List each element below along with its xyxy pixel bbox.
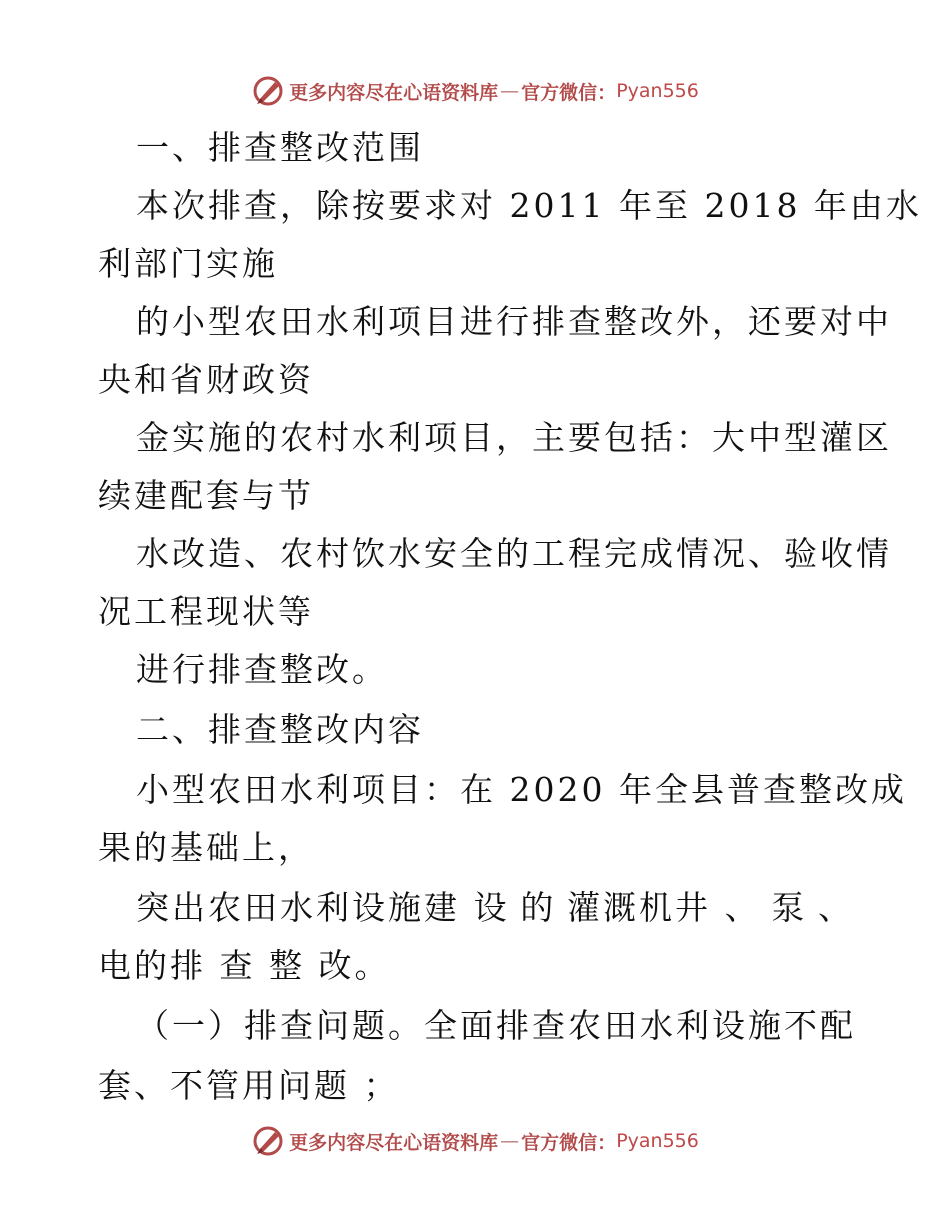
paragraph-line: 果的基础上， [98, 828, 314, 867]
paragraph-line: 本次排查，除按要求对 2011 年至 2018 年由水 [136, 186, 922, 225]
watermark-id: Pyan556 [616, 1130, 699, 1152]
watermark-dash: — [500, 1130, 520, 1152]
text-segment: 的 [520, 888, 554, 927]
paragraph-line: 电的排 查 整 改。 [98, 946, 391, 985]
text-segment: 灌溉机井 [566, 888, 711, 927]
paragraph-line: 的小型农田水利项目进行排查整改外，还要对中 [136, 302, 892, 341]
watermark-suffix: 官方微信： [521, 1131, 617, 1154]
paragraph-line: 况工程现状等 [98, 592, 314, 631]
pen-logo-icon [251, 74, 285, 108]
text-segment: 、 [817, 888, 851, 927]
watermark-header [0, 74, 950, 108]
paragraph-line: 水改造、农村饮水安全的工程完成情况、验收情 [136, 534, 892, 573]
watermark-id: Pyan556 [616, 80, 699, 102]
watermark-text: 更多内容尽在心语资料库 [289, 81, 499, 104]
pen-logo-icon [251, 1124, 285, 1158]
watermark-footer [0, 1124, 950, 1158]
text-segment: 设 [473, 888, 507, 927]
paragraph-line: 进行排查整改。 [136, 650, 388, 689]
paragraph-line: 央和省财政资 [98, 360, 314, 399]
section-heading-2: 二、排查整改内容 [136, 710, 424, 749]
watermark-dash: — [500, 80, 520, 102]
paragraph-line: 套、不管用问题 ； [98, 1066, 400, 1105]
watermark-text: 更多内容尽在心语资料库 [289, 1131, 499, 1154]
paragraph-line: 小型农田水利项目：在 2020 年全县普查整改成 [136, 770, 907, 809]
paragraph-line-justified [136, 888, 851, 928]
paragraph-line: 续建配套与节 [98, 476, 314, 515]
text-segment: 、 [724, 888, 758, 927]
text-segment: 突出农田水利设施建 [136, 888, 460, 927]
paragraph-line: 利部门实施 [98, 244, 278, 283]
subsection-line: （一）排查问题。全面排查农田水利设施不配 [136, 1006, 856, 1045]
text-segment: 泵 [771, 888, 805, 927]
paragraph-line: 金实施的农村水利项目，主要包括：大中型灌区 [136, 418, 892, 457]
watermark-suffix: 官方微信： [521, 81, 617, 104]
section-heading-1: 一、排查整改范围 [136, 128, 424, 167]
